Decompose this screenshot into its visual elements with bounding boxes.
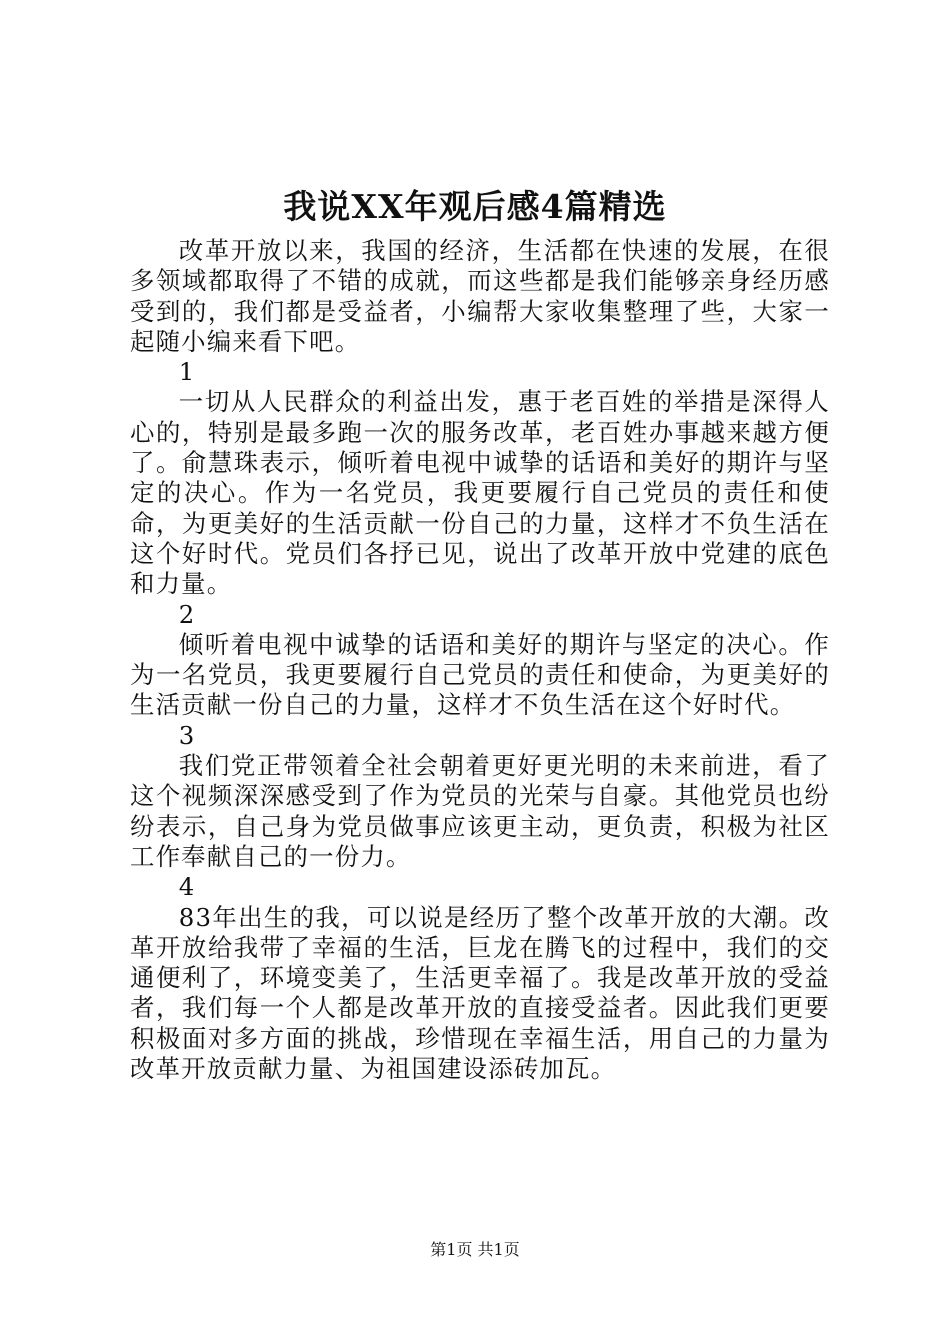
document-body: [130, 236, 830, 1084]
section-number-3: 3: [178, 720, 196, 750]
section-paragraph-2: 倾听着电视中诚挚的话语和美好的期许与坚定的决心。作为一名党员，我更要履行自己党员的责任和使命，为更美好的生活贡献一份自己的力量，这样才不负生活在这个好时代。: [130, 629, 830, 720]
section-number-2: 2: [178, 599, 196, 629]
page-footer: 第1页 共1页: [430, 1240, 520, 1259]
section-paragraph-4: 83年出生的我，可以说是经历了整个改革开放的大潮。改革开放给我带了幸福的生活，巨龙在腾飞的过程中，我们的交通便利了，环境变美了，生活更幸福了。我是改革开放的受益者，我们每一个人都是改革开放的直接受益者。因此我们更要积极面对多方面的挑战，珍惜现在幸福生活，用自己的力量为改革开放贡献力量、为祖国建设添砖加瓦。: [130, 902, 830, 1084]
section-paragraph-3: 我们党正带领着全社会朝着更好更光明的未来前进，看了这个视频深深感受到了作为党员的光荣与自豪。其他党员也纷纷表示，自己身为党员做事应该更主动，更负责，积极为社区工作奉献自己的一份力。: [130, 751, 830, 871]
document-title: 我说XX年观后感4篇精选: [283, 187, 667, 226]
section-paragraph-1: 一切从人民群众的利益出发，惠于老百姓的举措是深得人心的，特别是最多跑一次的服务改革，老百姓办事越来越方便了。俞慧珠表示，倾听着电视中诚挚的话语和美好的期许与坚定的决心。作为一名党员，我更要履行自己党员的责任和使命，为更美好的生活贡献一份自己的力量，这样才不负生活在这个好时代。党员们各抒已见，说出了改革开放中党建的底色和力量。: [130, 387, 830, 599]
intro-paragraph: 改革开放以来，我国的经济，生活都在快速的发展，在很多领域都取得了不错的成就，而这些都是我们能够亲身经历感受到的，我们都是受益者，小编帮大家收集整理了些，大家一起随小编来看下吧。: [130, 236, 830, 356]
section-number-1: 1: [178, 357, 196, 387]
section-number-4: 4: [178, 872, 196, 902]
